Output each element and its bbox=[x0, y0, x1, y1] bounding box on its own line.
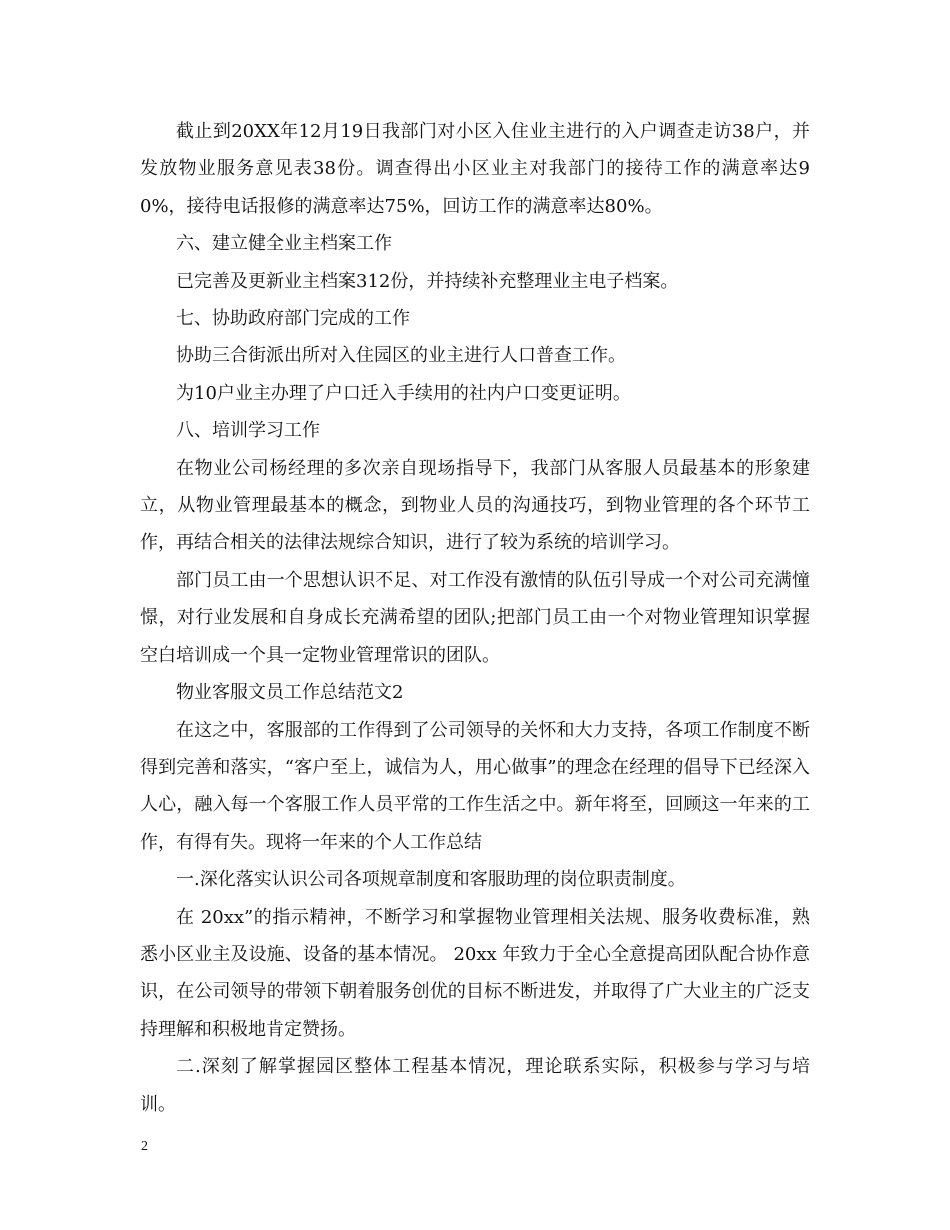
heading-training: 八、培训学习工作 bbox=[176, 420, 320, 442]
page-number: 2 bbox=[141, 1139, 148, 1154]
paragraph-team-development: 部门员工由一个思想认识不足、对工作没有激情的队伍引导成一个对公司充满憧憬，对行业发展和自身成长充满希望的团队;把部门员工由一个对物业管理知识掌握空白培训成一个具一定物业管理常识的团队。 bbox=[140, 569, 810, 666]
heading-sample-essay-2: 物业客服文员工作总结范文2 bbox=[176, 682, 404, 704]
heading-rules-and-duties: 一.深化落实认识公司各项规章制度和客服助理的岗位职责制度。 bbox=[176, 869, 686, 891]
paragraph-regulations-study: 在 20xx”的指示精神，不断学习和掌握物业管理相关法规、服务收费标准，熟悉小区业主及设施、设备的基本情况。 20xx 年致力于全心全意提高团队配合协作意识，在公司领导的带领下朝着服务创优的目标不断进发，并取得了广大业主的广泛支持理解和积极地肯定赞扬。 bbox=[140, 906, 810, 1040]
heading-owner-archives: 六、建立健全业主档案工作 bbox=[176, 233, 392, 255]
paragraph-customer-service-summary: 在这之中，客服部的工作得到了公司领导的关怀和大力支持，各项工作制度不断得到完善和落实，“客户至上，诚信为人，用心做事”的理念在经理的倡导下已经深入人心，融入每一个客服工作人员平常的工作生活之中。新年将至，回顾这一年来的工作，有得有失。现将一年来的个人工作总结 bbox=[140, 719, 810, 853]
heading-government-assistance: 七、协助政府部门完成的工作 bbox=[176, 308, 410, 330]
paragraph-owner-archives: 已完善及更新业主档案312份，并持续补充整理业主电子档案。 bbox=[176, 270, 679, 292]
paragraph-household-registration: 为10户业主办理了户口迁入手续用的社内户口变更证明。 bbox=[176, 382, 631, 404]
paragraph-training-details: 在物业公司杨经理的多次亲自现场指导下，我部门从客服人员最基本的形象建立，从物业管理最基本的概念，到物业人员的沟通技巧，到物业管理的各个环节工作，再结合相关的法律法规综合知识，进行了较为系统的培训学习。 bbox=[140, 457, 810, 554]
paragraph-survey-results: 截止到20XX年12月19日我部门对小区入住业主进行的入户调查走访38户，并发放物业服务意见表38份。调查得出小区业主对我部门的接待工作的满意率达90%，接待电话报修的满意率达75%，回访工作的满意率达80%。 bbox=[140, 121, 810, 217]
document-body bbox=[140, 113, 810, 1123]
heading-engineering-overview: 二.深刻了解掌握园区整体工程基本情况，理论联系实际，积极参与学习与培训。 bbox=[140, 1056, 810, 1115]
paragraph-census-assistance: 协助三合街派出所对入住园区的业主进行人口普查工作。 bbox=[176, 345, 626, 367]
